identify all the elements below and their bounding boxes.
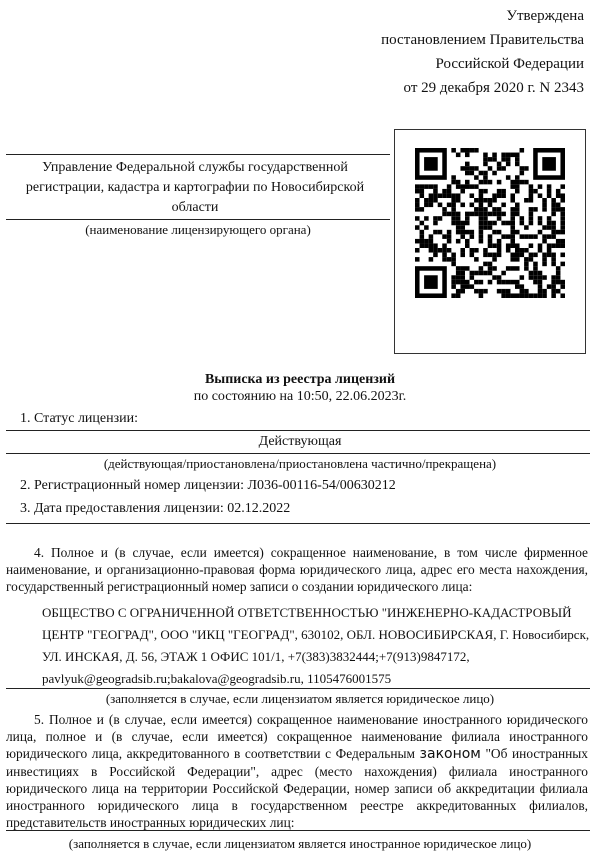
qr-code-icon: [415, 148, 565, 298]
authority-line: области: [171, 200, 219, 215]
license-number: 2. Регистрационный номер лицензии: Л036-00116-54/00630212: [20, 478, 396, 493]
divider: [6, 453, 590, 454]
licensing-authority: [10, 158, 380, 218]
section5-text-part: "Об иностранных инвестициях в Российской Федерации", адрес (место нахождения) филиала иностранного юридического лица на территории Российской Федерации, номер записи об аккредитации филиала иностранного юридического лица в государственном реестре аккредитованных филиалов, представительств иностранных юридических лиц:: [6, 746, 588, 830]
approval-line: от 29 декабря 2020 г. N 2343: [403, 80, 584, 96]
section4-caption: (заполняется в случае, если лицензиатом является юридическое лицо): [105, 691, 495, 706]
licensee-line: УЛ. ИНСКАЯ, Д. 56, ЭТАЖ 1 ОФИС 101/1, +7(383)3832444;+7(913)9847172,: [42, 649, 470, 664]
extract-as-of: по состоянию на 10:50, 22.06.2023г.: [193, 389, 407, 404]
section5-caption: (заполняется в случае, если лицензиатом является иностранное юридическое лицо): [68, 836, 532, 851]
divider: [6, 523, 590, 524]
divider: [6, 154, 390, 155]
authority-caption: (наименование лицензирующего органа): [85, 222, 311, 237]
section5-text: [6, 711, 588, 831]
licensee-line: pavlyuk@geogradsib.ru;bakalova@geogradsib.ru, 1105476001575: [42, 671, 392, 686]
law-reference: законом: [419, 746, 481, 762]
divider: [6, 219, 390, 220]
qr-frame: [394, 129, 586, 354]
approval-line: постановлением Правительства: [381, 32, 584, 48]
section4-text: 4. Полное и (в случае, если имеется) сокращенное наименование, в том числе фирменное наименование, и организационно-правовая форма юридического лица, адрес его места нахождения, государственный регистрационный номер записи о создании юридического лица:: [6, 545, 588, 594]
status-value: Действующая: [258, 434, 342, 449]
authority-line: регистрации, кадастра и картографии по Новосибирской: [25, 180, 365, 195]
status-label: 1. Статус лицензии:: [20, 411, 139, 426]
license-date: 3. Дата предоставления лицензии: 02.12.2022: [20, 501, 291, 516]
divider: [6, 430, 590, 431]
extract-title: Выписка из реестра лицензий: [204, 372, 396, 387]
section5-text-part: 5. Полное и (в случае, если имеется) сокращенное наименование иностранного юридического лица, полное и (в случае, если имеется) сокращенное наименование филиала иностранного юридического лица, аккредитованного в соответствии с Федеральным: [6, 712, 588, 761]
approval-block: [381, 4, 584, 100]
authority-line: Управление Федеральной службы государственной: [42, 160, 348, 175]
status-caption: (действующая/приостановлена/приостановлена частично/прекращена): [103, 456, 497, 471]
approval-line: Утверждена: [506, 8, 584, 24]
divider: [6, 688, 590, 689]
approval-line: Российской Федерации: [435, 56, 584, 72]
licensee-line: ЦЕНТР "ГЕОГРАД", ООО "ИКЦ "ГЕОГРАД", 630102, ОБЛ. НОВОСИБИРСКАЯ, Г. Новосибирск,: [42, 627, 590, 642]
licensee-line: ОБЩЕСТВО С ОГРАНИЧЕННОЙ ОТВЕТСТВЕННОСТЬЮ "ИНЖЕНЕРНО-КАДАСТРОВЫЙ: [42, 605, 572, 620]
divider: [6, 830, 590, 831]
licensee-details: [42, 602, 590, 690]
